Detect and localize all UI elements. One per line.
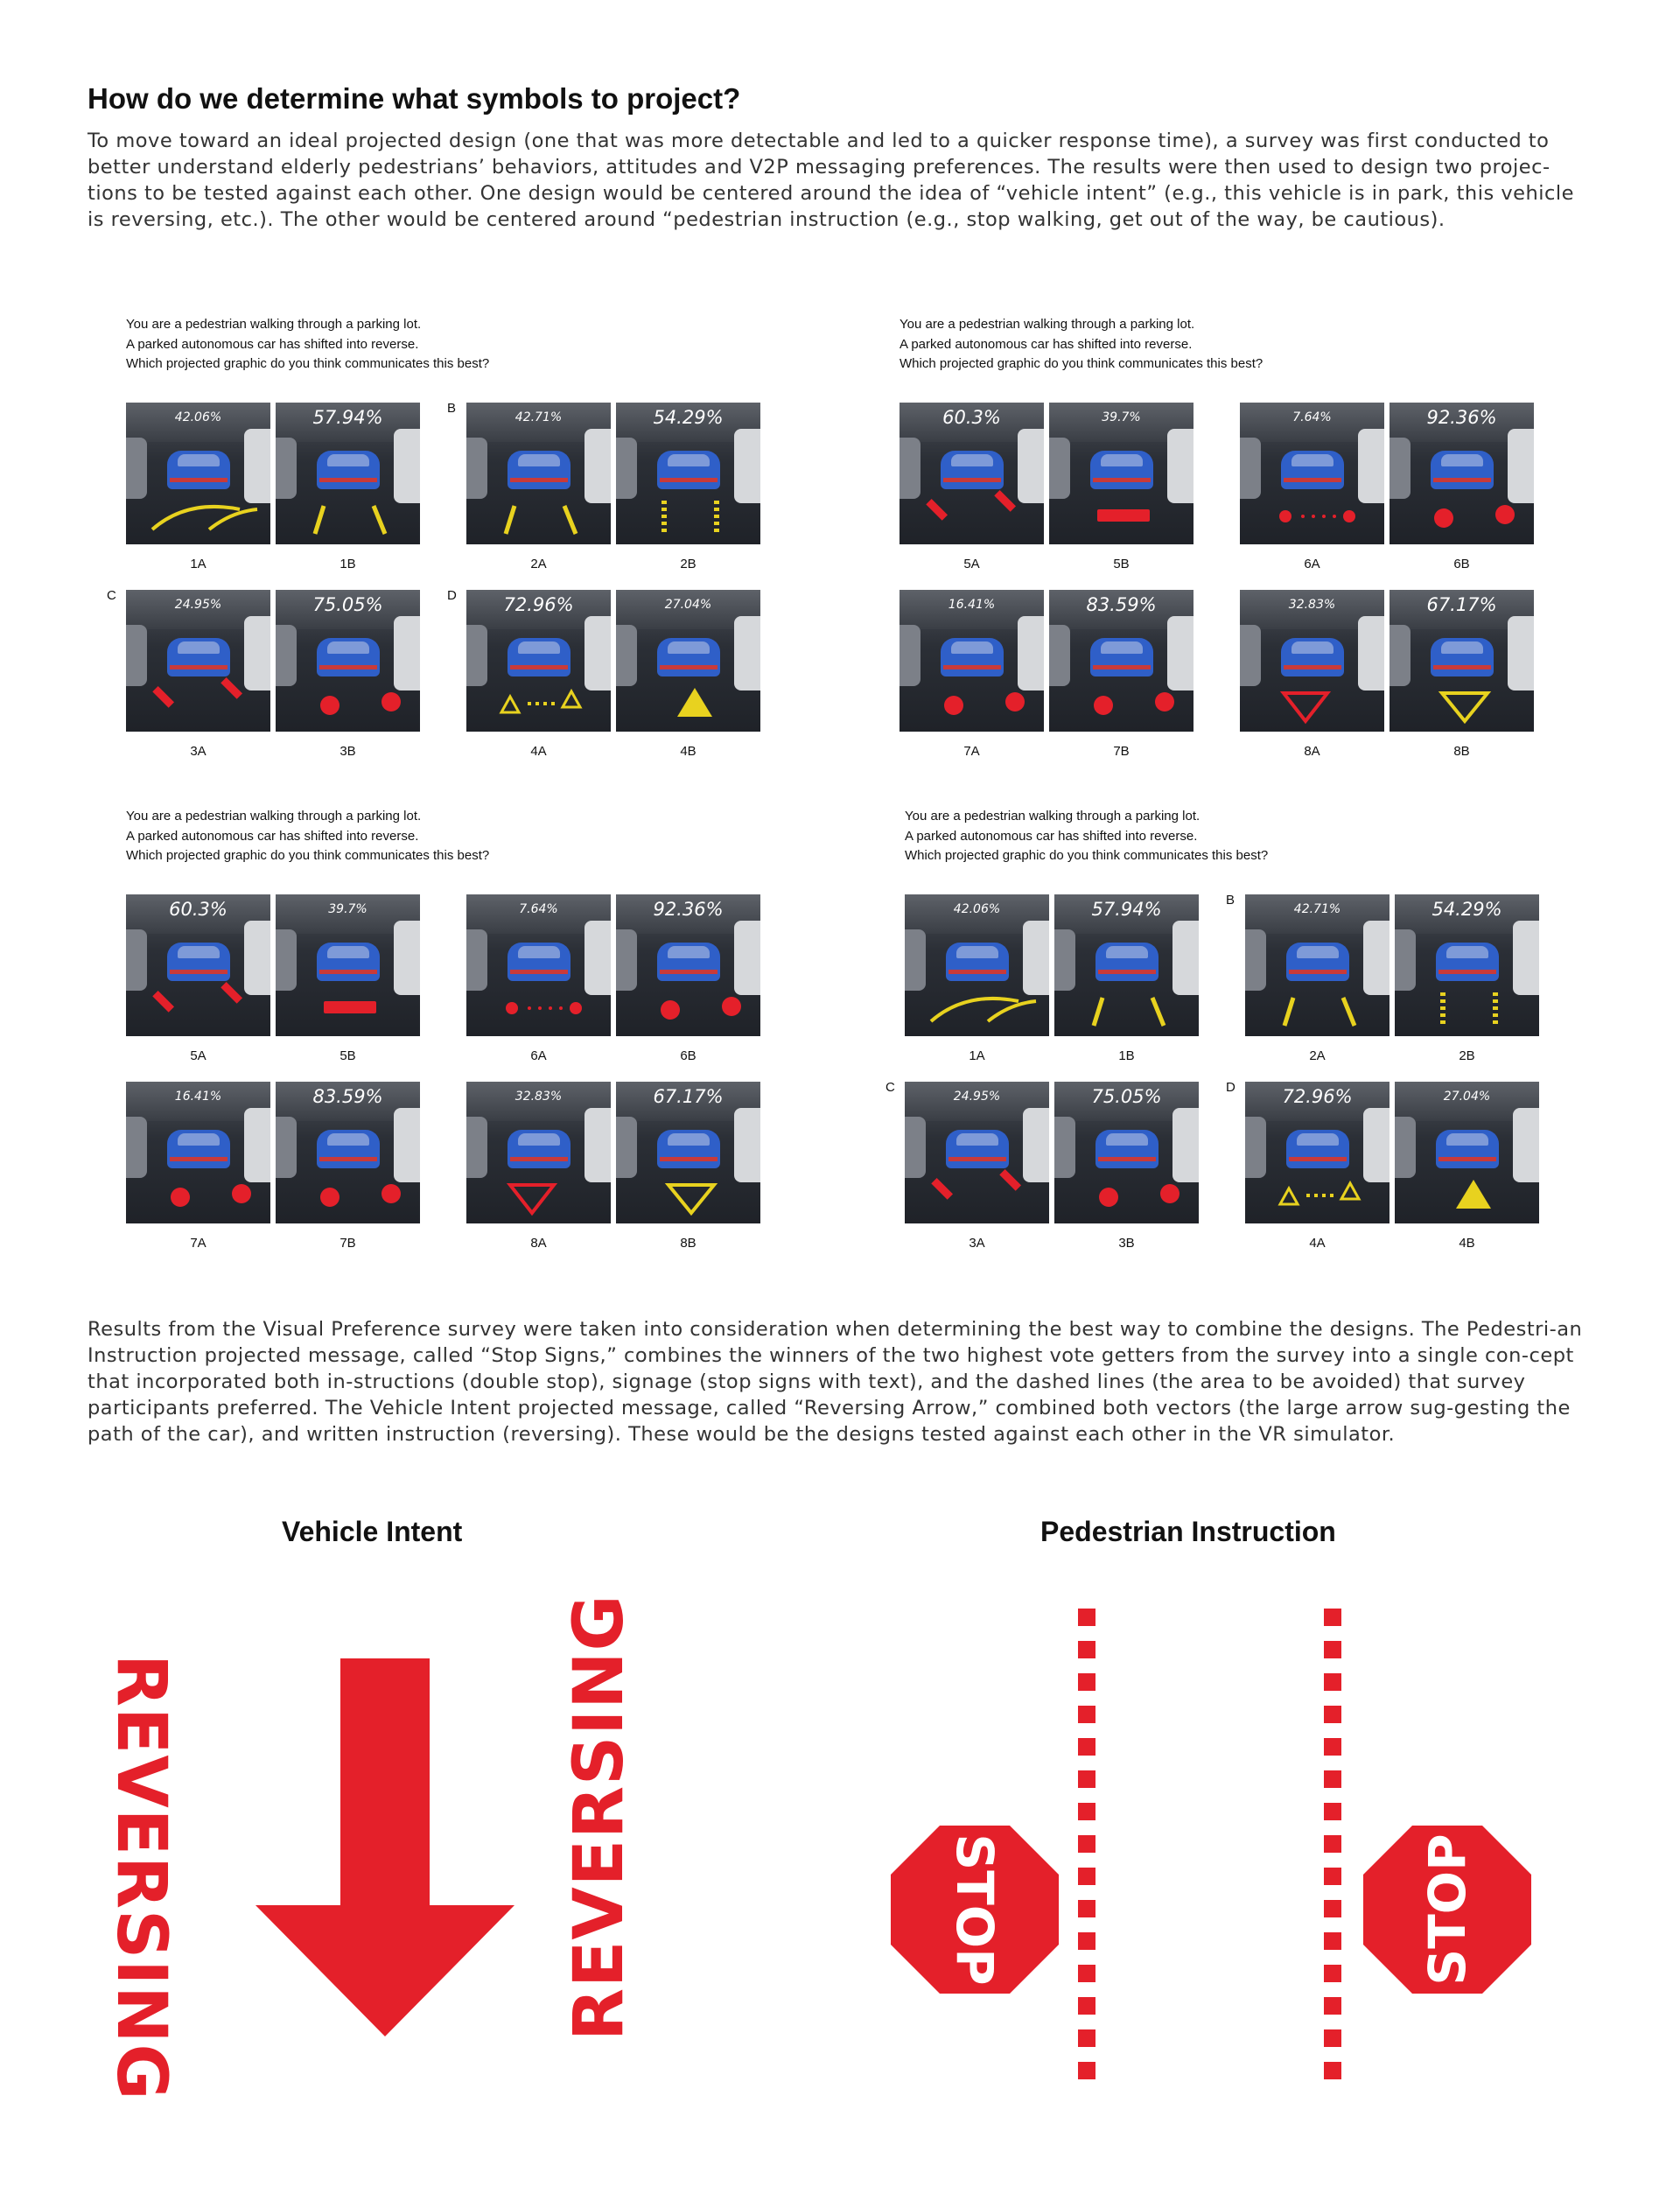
survey-question bbox=[126, 807, 489, 866]
dash-segment bbox=[1078, 1900, 1096, 1917]
car-image bbox=[508, 1130, 570, 1168]
option-label: 3A bbox=[969, 1236, 985, 1251]
option-label: 5A bbox=[963, 557, 980, 571]
survey-panel-top-left bbox=[88, 315, 858, 805]
option-label: 4B bbox=[680, 744, 696, 759]
vote-percentage: 60.3% bbox=[942, 407, 1001, 428]
dash-segment bbox=[1324, 1803, 1341, 1820]
survey-thumbnail bbox=[1390, 590, 1534, 732]
car-image bbox=[508, 638, 570, 676]
vote-percentage: 42.06% bbox=[174, 410, 222, 424]
dash-segment bbox=[1078, 1965, 1096, 1982]
survey-thumbnail bbox=[1245, 1082, 1390, 1223]
dash-segment bbox=[1078, 1835, 1096, 1853]
survey-thumbnail bbox=[900, 590, 1044, 732]
dash-segment bbox=[1078, 1868, 1096, 1885]
survey-question bbox=[900, 315, 1263, 375]
group-letter: B bbox=[447, 401, 457, 416]
option-label: 2B bbox=[1459, 1048, 1475, 1063]
option-label: 8A bbox=[1304, 744, 1320, 759]
vote-percentage: 54.29% bbox=[1432, 899, 1502, 920]
car-image bbox=[317, 943, 380, 981]
dash-segment bbox=[1078, 1997, 1096, 2015]
car-image bbox=[317, 1130, 380, 1168]
car-image bbox=[946, 1130, 1009, 1168]
dash-segment bbox=[1324, 1706, 1341, 1723]
car-image bbox=[657, 1130, 720, 1168]
option-label: 1B bbox=[1118, 1048, 1135, 1063]
car-image bbox=[941, 638, 1004, 676]
vote-percentage: 7.64% bbox=[519, 902, 558, 916]
survey-thumbnail bbox=[276, 1082, 420, 1223]
survey-panel-bottom-left bbox=[88, 807, 858, 1297]
vote-percentage: 39.7% bbox=[328, 902, 368, 916]
reversing-text-left: REVERSING bbox=[102, 1654, 180, 2101]
dash-segment bbox=[1078, 1803, 1096, 1820]
survey-thumbnail bbox=[1049, 590, 1194, 732]
group-letter: C bbox=[886, 1080, 895, 1095]
dash-segment bbox=[1324, 1835, 1341, 1853]
vote-percentage: 92.36% bbox=[1426, 407, 1497, 428]
option-label: 8B bbox=[1453, 744, 1470, 759]
survey-thumbnail bbox=[1240, 403, 1384, 544]
car-image bbox=[1431, 638, 1494, 676]
group-letter: B bbox=[1226, 893, 1236, 908]
option-label: 2A bbox=[530, 557, 547, 571]
option-label: 6A bbox=[1304, 557, 1320, 571]
vote-percentage: 72.96% bbox=[503, 594, 574, 615]
vote-percentage: 27.04% bbox=[664, 598, 712, 612]
survey-question-line: Which projected graphic do you think communicates this best? bbox=[900, 356, 1264, 371]
stop-sign-right bbox=[1363, 1826, 1531, 1994]
survey-thumbnail bbox=[616, 590, 760, 732]
survey-thumbnail bbox=[276, 590, 420, 732]
dash-segment bbox=[1324, 1770, 1341, 1788]
survey-thumbnail bbox=[1245, 894, 1390, 1036]
vote-percentage: 75.05% bbox=[1091, 1086, 1162, 1107]
vote-percentage: 24.95% bbox=[953, 1090, 1001, 1104]
vote-percentage: 54.29% bbox=[653, 407, 724, 428]
option-label: 1A bbox=[190, 557, 206, 571]
survey-question bbox=[905, 807, 1268, 866]
survey-thumbnail bbox=[466, 403, 611, 544]
car-image bbox=[167, 1130, 230, 1168]
dash-segment bbox=[1324, 2029, 1341, 2047]
survey-question-line: You are a pedestrian walking through a parking lot. bbox=[900, 317, 1195, 332]
dash-segment bbox=[1324, 1997, 1341, 2015]
dash-segment bbox=[1324, 1609, 1341, 1626]
car-image bbox=[1286, 1130, 1349, 1168]
vote-percentage: 57.94% bbox=[1091, 899, 1162, 920]
option-label: 6B bbox=[680, 1048, 696, 1063]
vote-percentage: 92.36% bbox=[653, 899, 724, 920]
option-label: 6A bbox=[530, 1048, 547, 1063]
survey-thumbnail bbox=[1390, 403, 1534, 544]
dash-segment bbox=[1324, 1932, 1341, 1950]
survey-thumbnail bbox=[1395, 1082, 1539, 1223]
vote-percentage: 16.41% bbox=[948, 598, 996, 612]
survey-question-line: A parked autonomous car has shifted into reverse. bbox=[905, 828, 1198, 844]
car-image bbox=[167, 638, 230, 676]
survey-thumbnail bbox=[1395, 894, 1539, 1036]
option-label: 7A bbox=[963, 744, 980, 759]
survey-thumbnail bbox=[905, 894, 1049, 1036]
option-label: 6B bbox=[1453, 557, 1470, 571]
survey-thumbnail bbox=[1054, 894, 1199, 1036]
vote-percentage: 27.04% bbox=[1443, 1090, 1491, 1104]
survey-thumbnail bbox=[905, 1082, 1049, 1223]
car-image bbox=[657, 451, 720, 489]
survey-question-line: A parked autonomous car has shifted into reverse. bbox=[126, 828, 419, 844]
option-label: 2A bbox=[1309, 1048, 1326, 1063]
car-image bbox=[1286, 943, 1349, 981]
option-label: 8A bbox=[530, 1236, 547, 1251]
stop-sign-left-text: STOP bbox=[945, 1833, 1004, 1986]
survey-panel-bottom-right bbox=[866, 807, 1636, 1297]
survey-thumbnail bbox=[1054, 1082, 1199, 1223]
survey-thumbnail bbox=[276, 403, 420, 544]
survey-thumbnail bbox=[616, 1082, 760, 1223]
dash-segment bbox=[1324, 1900, 1341, 1917]
vote-percentage: 42.71% bbox=[1293, 902, 1341, 916]
pedestrian-instruction-title: Pedestrian Instruction bbox=[1040, 1516, 1336, 1547]
option-label: 1B bbox=[340, 557, 356, 571]
survey-thumbnail bbox=[616, 894, 760, 1036]
dash-segment bbox=[1078, 1770, 1096, 1788]
car-image bbox=[1096, 1130, 1158, 1168]
reversing-text-right: REVERSING bbox=[560, 1594, 639, 2041]
vote-percentage: 42.06% bbox=[953, 902, 1001, 916]
dash-segment bbox=[1078, 2062, 1096, 2079]
option-label: 8B bbox=[680, 1236, 696, 1251]
survey-question-line: You are a pedestrian walking through a parking lot. bbox=[126, 809, 422, 824]
group-letter: D bbox=[447, 588, 457, 603]
vote-percentage: 32.83% bbox=[514, 1090, 563, 1104]
dash-segment bbox=[1078, 2029, 1096, 2047]
survey-thumbnail bbox=[466, 590, 611, 732]
dash-segment bbox=[1324, 1673, 1341, 1691]
survey-thumbnail bbox=[466, 1082, 611, 1223]
option-label: 4A bbox=[1309, 1236, 1326, 1251]
stop-sign-left bbox=[891, 1826, 1059, 1994]
car-image bbox=[1436, 1130, 1499, 1168]
car-image bbox=[946, 943, 1009, 981]
car-image bbox=[1090, 638, 1153, 676]
vote-percentage: 7.64% bbox=[1292, 410, 1332, 424]
survey-panel-top-right bbox=[861, 315, 1631, 805]
vote-percentage: 67.17% bbox=[1426, 594, 1497, 615]
car-image bbox=[657, 638, 720, 676]
option-label: 7B bbox=[1113, 744, 1130, 759]
survey-question-line: A parked autonomous car has shifted into reverse. bbox=[900, 336, 1193, 352]
vote-percentage: 16.41% bbox=[174, 1090, 222, 1104]
car-image bbox=[941, 451, 1004, 489]
survey-question-line: Which projected graphic do you think communicates this best? bbox=[905, 848, 1269, 863]
survey-thumbnail bbox=[276, 894, 420, 1036]
dash-segment bbox=[1078, 1932, 1096, 1950]
vote-percentage: 24.95% bbox=[174, 598, 222, 612]
option-label: 5B bbox=[1113, 557, 1130, 571]
survey-thumbnail bbox=[466, 894, 611, 1036]
option-label: 7A bbox=[190, 1236, 206, 1251]
car-image bbox=[317, 451, 380, 489]
page-title: How do we determine what symbols to project? bbox=[88, 82, 741, 115]
survey-question-line: Which projected graphic do you think communicates this best? bbox=[126, 848, 490, 863]
vote-percentage: 72.96% bbox=[1282, 1086, 1353, 1107]
survey-thumbnail bbox=[126, 894, 270, 1036]
dash-segment bbox=[1078, 1738, 1096, 1756]
car-image bbox=[167, 451, 230, 489]
results-paragraph: Results from the Visual Preference survey were taken into consideration when determining the best way to combine the designs. The Pedestri-an Instruction projected message, called “Stop Signs,” combines the winners of the two highest vote getters from the survey into a single con-cept that incorporated both in-structions (double stop), signage (stop signs with text), and the dashed lines (the area to be avoided) that survey participants preferred. The Vehicle Intent projected message, called “Reversing Arrow,” combined both vectors (the large arrow sug-gesting the path of the car), and written instruction (reversing). These would be the designs tested against each other in the VR simulator. bbox=[88, 1318, 1583, 1446]
dash-segment bbox=[1078, 1609, 1096, 1626]
option-label: 5B bbox=[340, 1048, 356, 1063]
option-label: 3B bbox=[340, 744, 356, 759]
option-label: 5A bbox=[190, 1048, 206, 1063]
car-image bbox=[508, 451, 570, 489]
survey-question-line: Which projected graphic do you think communicates this best? bbox=[126, 356, 490, 371]
car-image bbox=[1281, 638, 1344, 676]
dash-segment bbox=[1078, 1673, 1096, 1691]
option-label: 3B bbox=[1118, 1236, 1135, 1251]
vote-percentage: 32.83% bbox=[1288, 598, 1336, 612]
car-image bbox=[1436, 943, 1499, 981]
car-image bbox=[508, 943, 570, 981]
dash-segment bbox=[1078, 1641, 1096, 1658]
intro-paragraph: To move toward an ideal projected design (one that was more detectable and led to a quicker response time), a survey was first conducted to better understand elderly pedestrians’ behaviors, attitudes and V2P messaging preferences. The results were then used to design two projec-tions to be tested against each other. One design would be centered around the idea of “vehicle intent” (e.g., this vehicle is in park, this vehicle is reversing, etc.). The other would be centered around “pedestrian instruction (e.g., stop walking, get out of the way, be cautious). bbox=[88, 130, 1574, 231]
dashed-line-left bbox=[1078, 1609, 1096, 2074]
dash-segment bbox=[1324, 1641, 1341, 1658]
dash-segment bbox=[1324, 1965, 1341, 1982]
survey-question-line: You are a pedestrian walking through a parking lot. bbox=[126, 317, 422, 332]
survey-thumbnail bbox=[126, 1082, 270, 1223]
reversing-arrow-icon bbox=[249, 1658, 529, 2043]
option-label: 4B bbox=[1459, 1236, 1475, 1251]
car-image bbox=[1281, 451, 1344, 489]
option-label: 2B bbox=[680, 557, 696, 571]
vote-percentage: 75.05% bbox=[312, 594, 383, 615]
vehicle-intent-title: Vehicle Intent bbox=[282, 1516, 463, 1547]
group-letter: D bbox=[1226, 1080, 1236, 1095]
dash-segment bbox=[1324, 1868, 1341, 1885]
survey-thumbnail bbox=[1240, 590, 1384, 732]
car-image bbox=[1090, 451, 1153, 489]
survey-question-line: You are a pedestrian walking through a parking lot. bbox=[905, 809, 1200, 824]
car-image bbox=[317, 638, 380, 676]
car-image bbox=[1096, 943, 1158, 981]
vote-percentage: 57.94% bbox=[312, 407, 383, 428]
survey-thumbnail bbox=[1049, 403, 1194, 544]
car-image bbox=[657, 943, 720, 981]
vote-percentage: 83.59% bbox=[1086, 594, 1157, 615]
survey-question-line: A parked autonomous car has shifted into reverse. bbox=[126, 336, 419, 352]
car-image bbox=[1431, 451, 1494, 489]
dash-segment bbox=[1324, 2062, 1341, 2079]
survey-question bbox=[126, 315, 489, 375]
survey-thumbnail bbox=[126, 403, 270, 544]
survey-thumbnail bbox=[616, 403, 760, 544]
dash-segment bbox=[1324, 1738, 1341, 1756]
survey-thumbnail bbox=[126, 590, 270, 732]
vote-percentage: 60.3% bbox=[169, 899, 228, 920]
option-label: 3A bbox=[190, 744, 206, 759]
vote-percentage: 42.71% bbox=[514, 410, 563, 424]
option-label: 4A bbox=[530, 744, 547, 759]
vote-percentage: 67.17% bbox=[653, 1086, 724, 1107]
dashed-line-right bbox=[1324, 1609, 1341, 2074]
stop-sign-right-text: STOP bbox=[1418, 1833, 1477, 1986]
group-letter: C bbox=[107, 588, 116, 603]
option-label: 1A bbox=[969, 1048, 985, 1063]
vote-percentage: 83.59% bbox=[312, 1086, 383, 1107]
option-label: 7B bbox=[340, 1236, 356, 1251]
dash-segment bbox=[1078, 1706, 1096, 1723]
vote-percentage: 39.7% bbox=[1102, 410, 1141, 424]
car-image bbox=[167, 943, 230, 981]
survey-thumbnail bbox=[900, 403, 1044, 544]
